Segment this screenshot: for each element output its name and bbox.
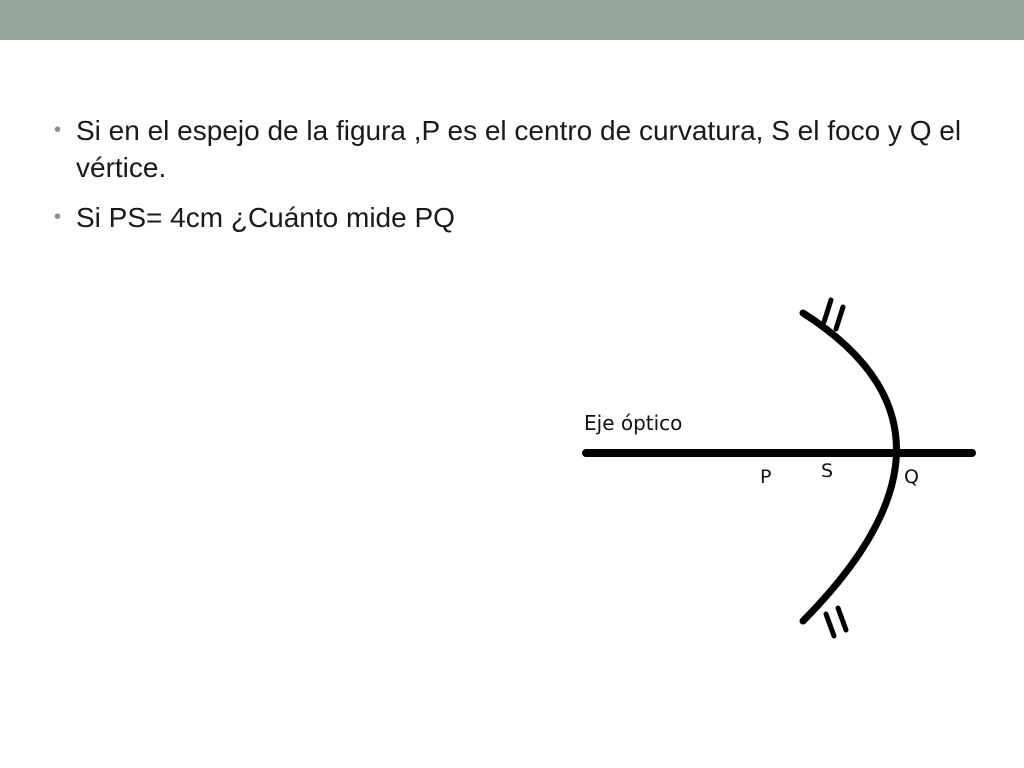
mirror-top-hatch-marks: [824, 300, 843, 329]
mirror-bottom-hatch-marks: [826, 608, 846, 636]
bullet-text: Si PS= 4cm ¿Cuánto mide PQ: [76, 202, 455, 233]
bullet-dot-icon: •: [54, 206, 62, 228]
point-q-label: Q: [904, 466, 919, 488]
point-p-label: P: [760, 466, 772, 488]
point-s-label: S: [821, 460, 834, 482]
concave-mirror-arc: [803, 313, 897, 621]
optical-axis-label: Eje óptico: [584, 411, 683, 435]
bullet-dot-icon: •: [54, 119, 62, 141]
bullet-text: Si en el espejo de la figura ,P es el centro de curvatura, S el foco y Q el vértice.: [76, 115, 962, 183]
